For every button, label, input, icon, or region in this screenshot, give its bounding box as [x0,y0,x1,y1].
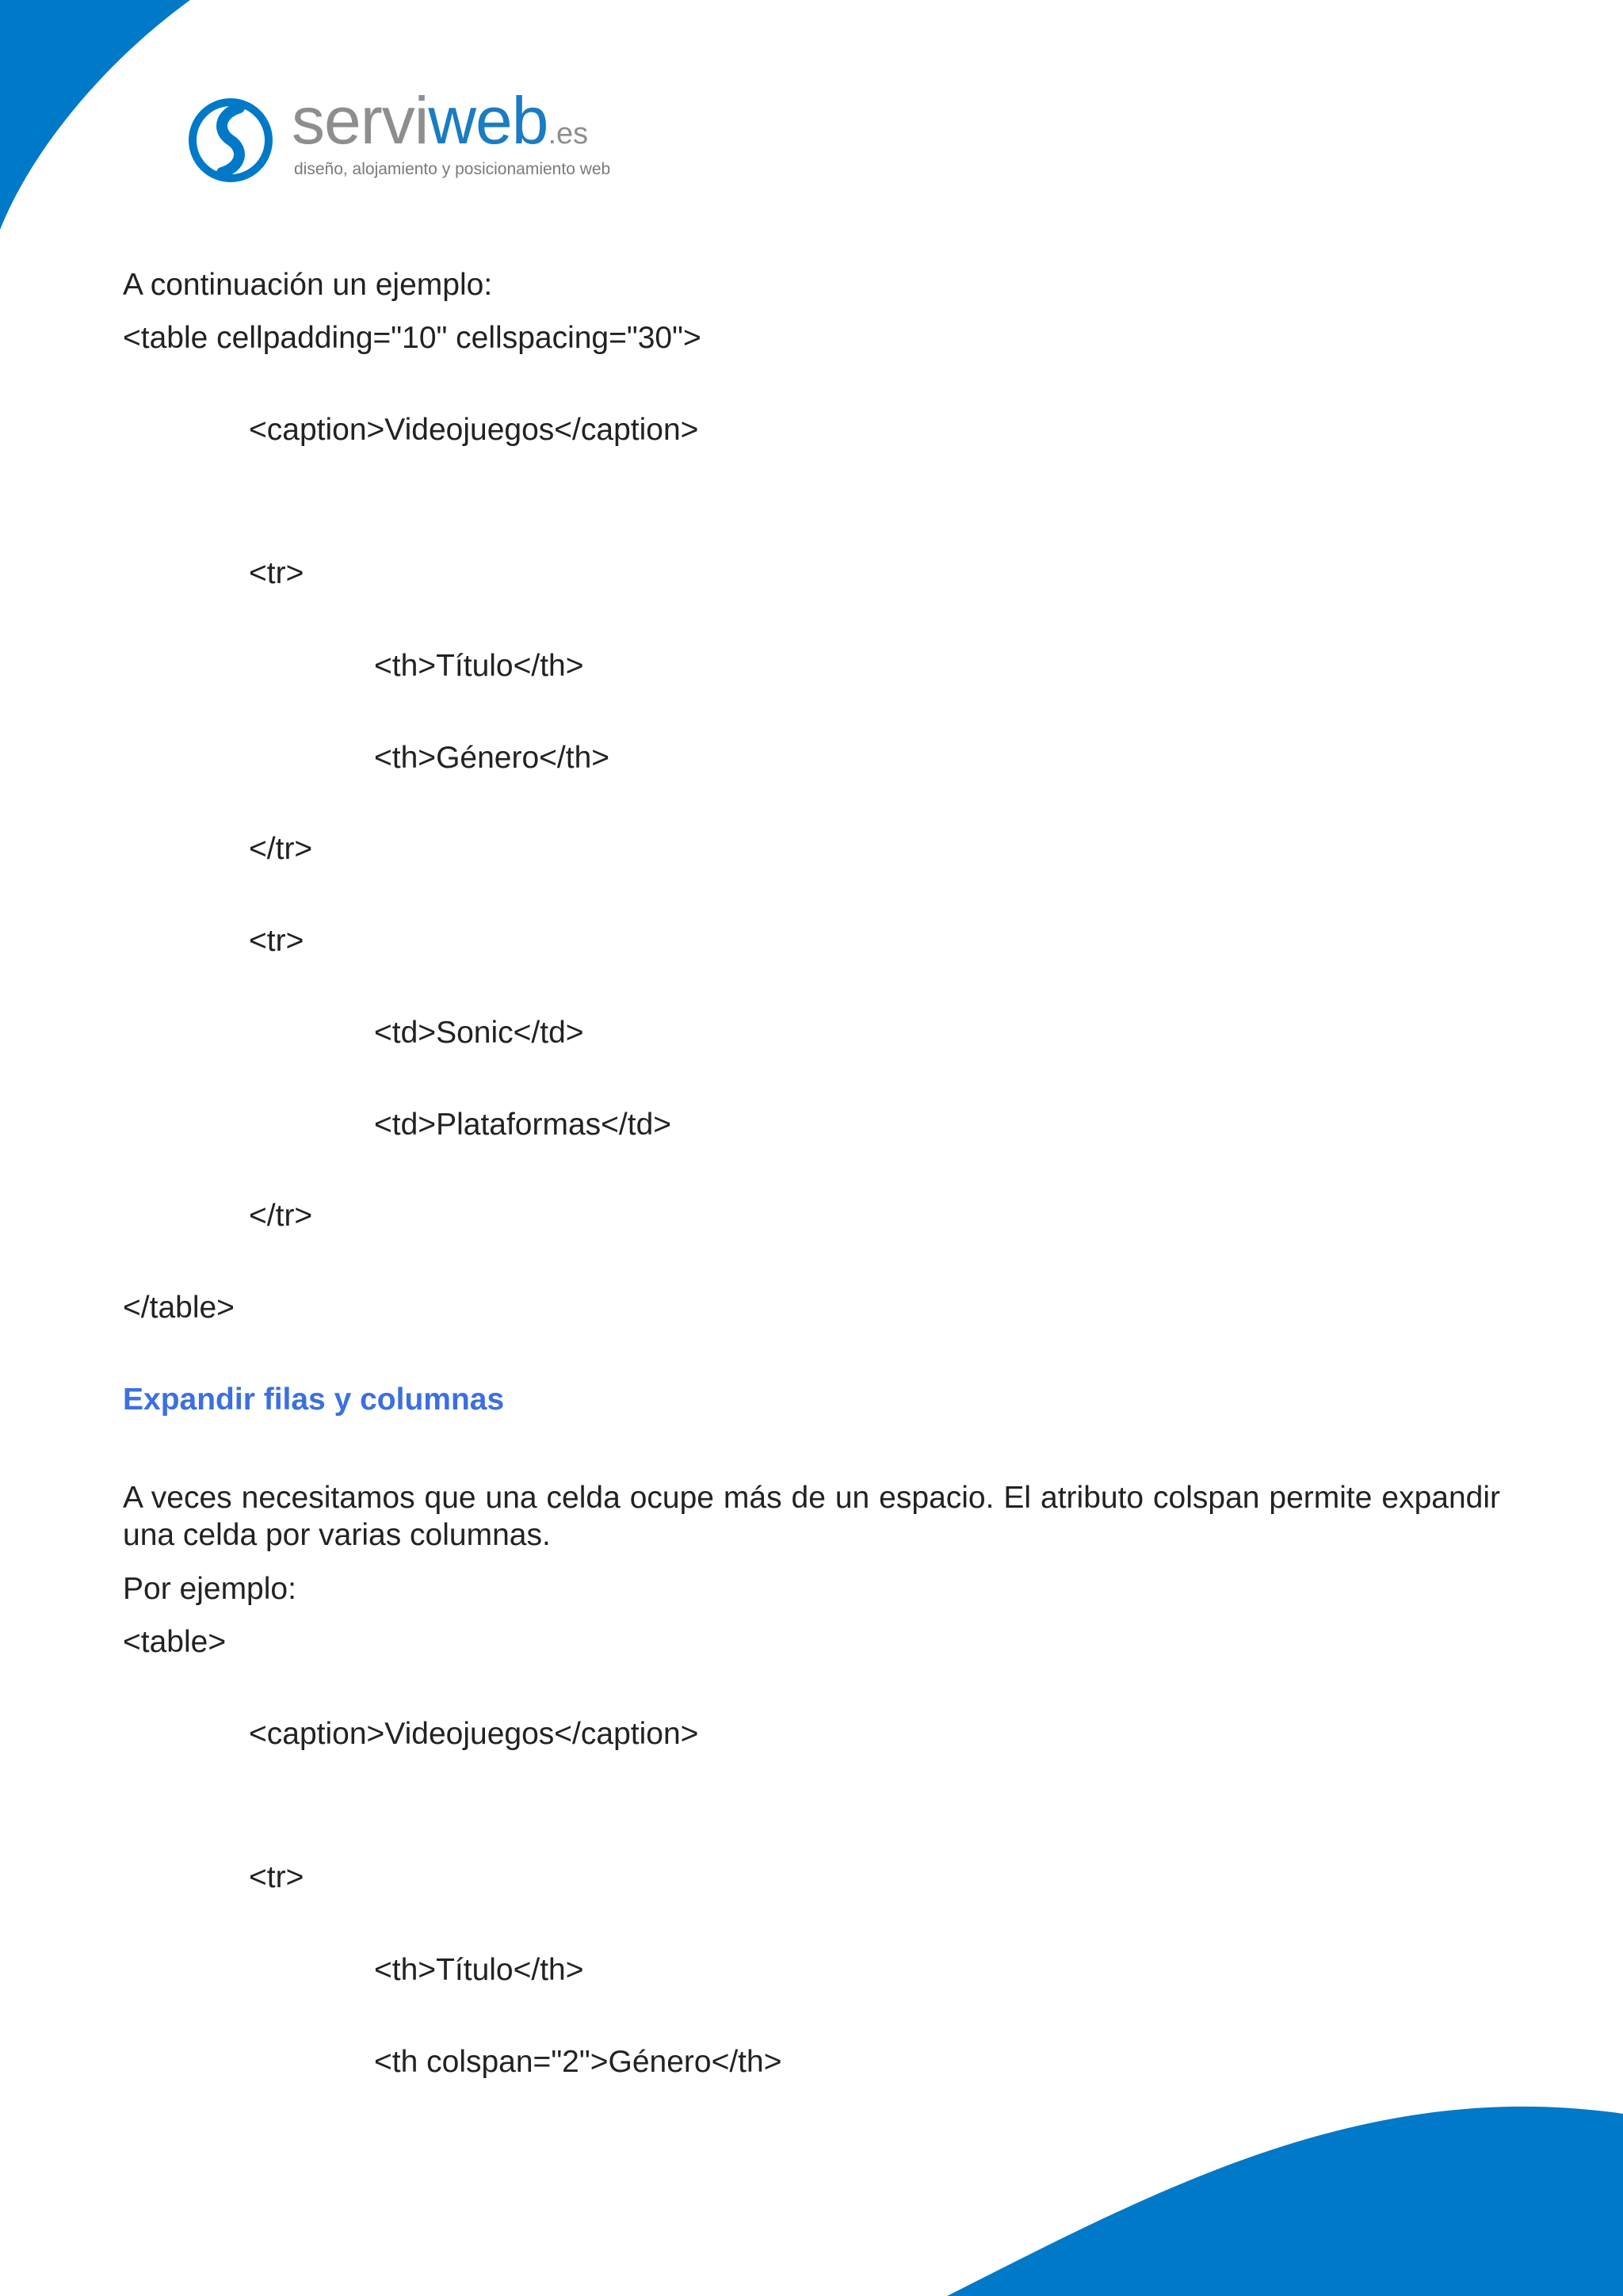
intro-text: Por ejemplo: [123,1572,296,1606]
code-line: <th>Título</th> [374,1953,584,1987]
code-line: <table> [123,1625,227,1659]
code-line: <table cellpadding="10" cellspacing="30"> [123,321,701,355]
code-line: <th colspan="2">Género</th> [374,2045,782,2079]
code-line: <td>Sonic</td> [374,1016,584,1050]
logo-word-web: web [428,83,548,158]
logo-word-servi: servi [292,83,429,158]
code-line: <tr> [249,1860,304,1894]
code-line: <th>Género</th> [374,741,610,775]
bottom-right-wave [947,2107,1623,2296]
section-heading: Expandir filas y columnas [123,1383,505,1417]
logo-word-es: .es [548,117,589,151]
logo-tagline: diseño, alojamiento y posicionamiento web [294,160,611,178]
intro-text: A continuación un ejemplo: [123,268,493,302]
top-left-corner-swoosh [0,0,190,230]
code-line: <tr> [249,924,304,958]
code-line: <tr> [249,556,304,590]
code-line: </tr> [249,1199,313,1233]
serviweb-logo [187,83,631,187]
serviweb-s-logo-icon [187,97,274,184]
code-line: <td>Plataformas</td> [374,1108,672,1142]
body-paragraph: A veces necesitamos que una celda ocupe más de un espacio. El atributo colspan permite expandir una celda por varias columnas. [123,1481,1500,1552]
logo-wordmark [292,83,589,158]
code-line: </table> [123,1291,235,1325]
code-line: <th>Título</th> [374,649,584,683]
code-line: <caption>Videojuegos</caption> [249,1717,699,1751]
code-line: </tr> [249,832,313,866]
code-line: <caption>Videojuegos</caption> [249,413,699,447]
